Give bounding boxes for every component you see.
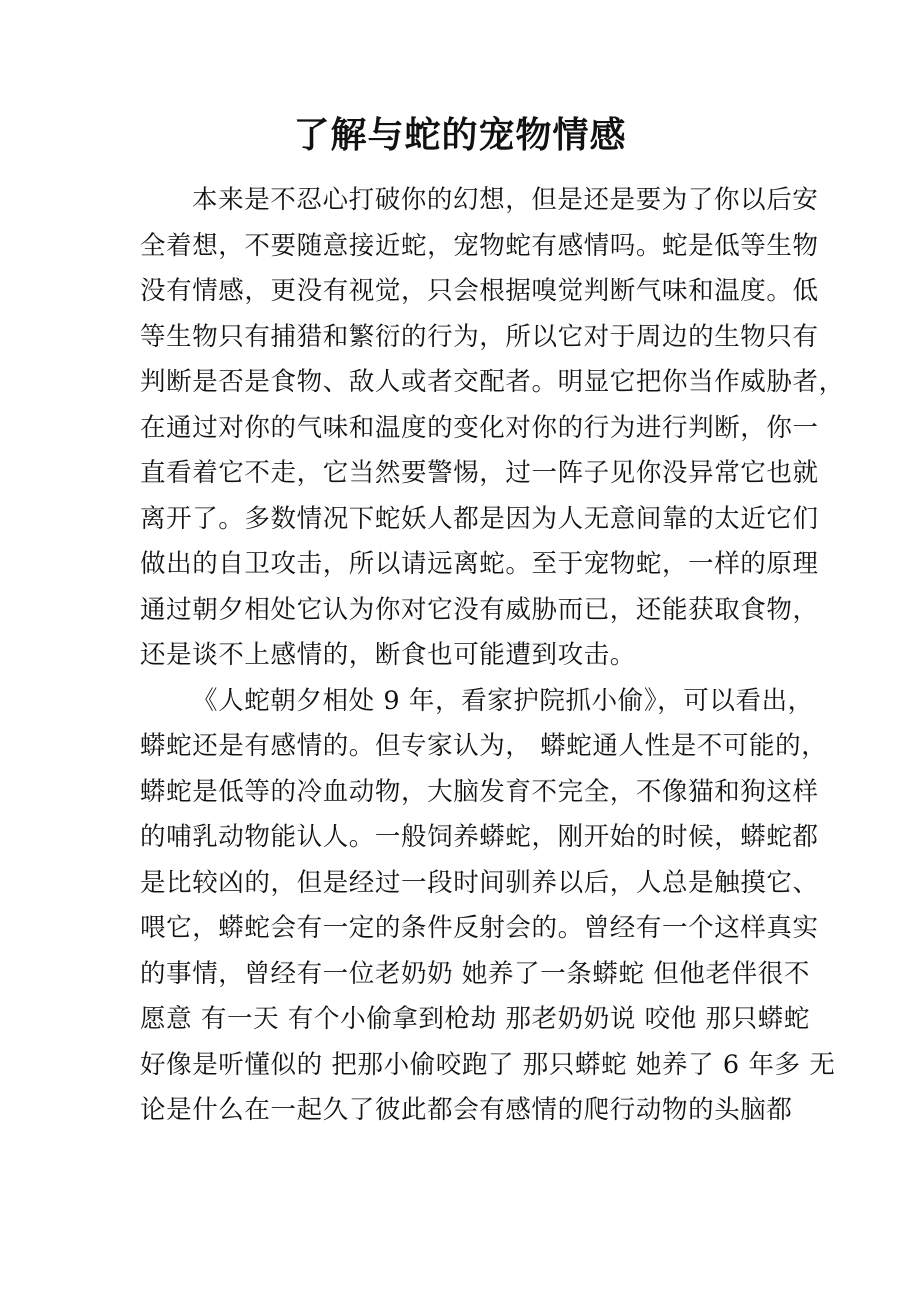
text-line: 是比较凶的，但是经过一段时间驯养以后，人总是触摸它、 <box>140 867 819 898</box>
text-line: 蟒蛇是低等的冷血动物，大脑发育不完全，不像猫和狗这样 <box>140 776 819 807</box>
text-line: 做出的自卫攻击，所以请远离蛇。至于宠物蛇，一样的原理 <box>140 549 819 579</box>
text-line: 全着想，不要随意接近蛇，宠物蛇有感情吗。蛇是低等生物 <box>140 230 819 261</box>
text-line: 等生物只有捕猎和繁衍的行为，所以它对于周边的生物只有 <box>140 321 819 352</box>
text-line: 喂它，蟒蛇会有一定的条件反射会的。曾经有一个这样真实 <box>140 913 819 943</box>
document-body <box>140 178 845 1134</box>
text-line: 的哺乳动物能认人。一般饲养蟒蛇，刚开始的时候，蟒蛇都 <box>140 822 819 852</box>
text-line: 《人蛇朝夕相处 9 年，看家护院抓小偷》，可以看出， <box>192 685 814 716</box>
text-line: 本来是不忍心打破你的幻想，但是还是要为了你以后安 <box>192 185 819 215</box>
text-line: 愿意 有一天 有个小偷拿到枪劫 那老奶奶说 咬他 那只蟒蛇 <box>140 1004 810 1034</box>
text-line: 判断是否是食物、敌人或者交配者。明显它把你当作威胁者， <box>140 367 845 397</box>
text-line: 通过朝夕相处它认为你对它没有威胁而已，还能获取食物， <box>140 594 819 625</box>
paragraph-2 <box>140 679 836 1134</box>
text-line: 直看着它不走，它当然要警惕，过一阵子见你没异常它也就 <box>140 458 819 488</box>
text-line: 论是什么在一起久了彼此都会有感情的爬行动物的头脑都 <box>140 1095 793 1125</box>
text-line: 在通过对你的气味和温度的变化对你的行为进行判断，你一 <box>140 412 819 443</box>
document-title: 了解与蛇的宠物情感 <box>293 114 627 156</box>
text-line: 没有情感，更没有视觉，只会根据嗅觉判断气味和温度。低 <box>140 276 819 306</box>
paragraph-1 <box>140 178 845 679</box>
text-line: 好像是听懂似的 把那小偷咬跑了 那只蟒蛇 她养了 6 年多 无 <box>140 1049 836 1080</box>
text-line: 还是谈不上感情的，断食也可能遭到攻击。 <box>140 640 636 670</box>
text-line: 离开了。多数情况下蛇妖人都是因为人无意间靠的太近它们 <box>140 503 819 534</box>
text-line: 蟒蛇还是有感情的。但专家认为， 蟒蛇通人性是不可能的， <box>140 731 828 761</box>
text-line: 的事情，曾经有一位老奶奶 她养了一条蟒蛇 但他老伴很不 <box>140 958 810 989</box>
